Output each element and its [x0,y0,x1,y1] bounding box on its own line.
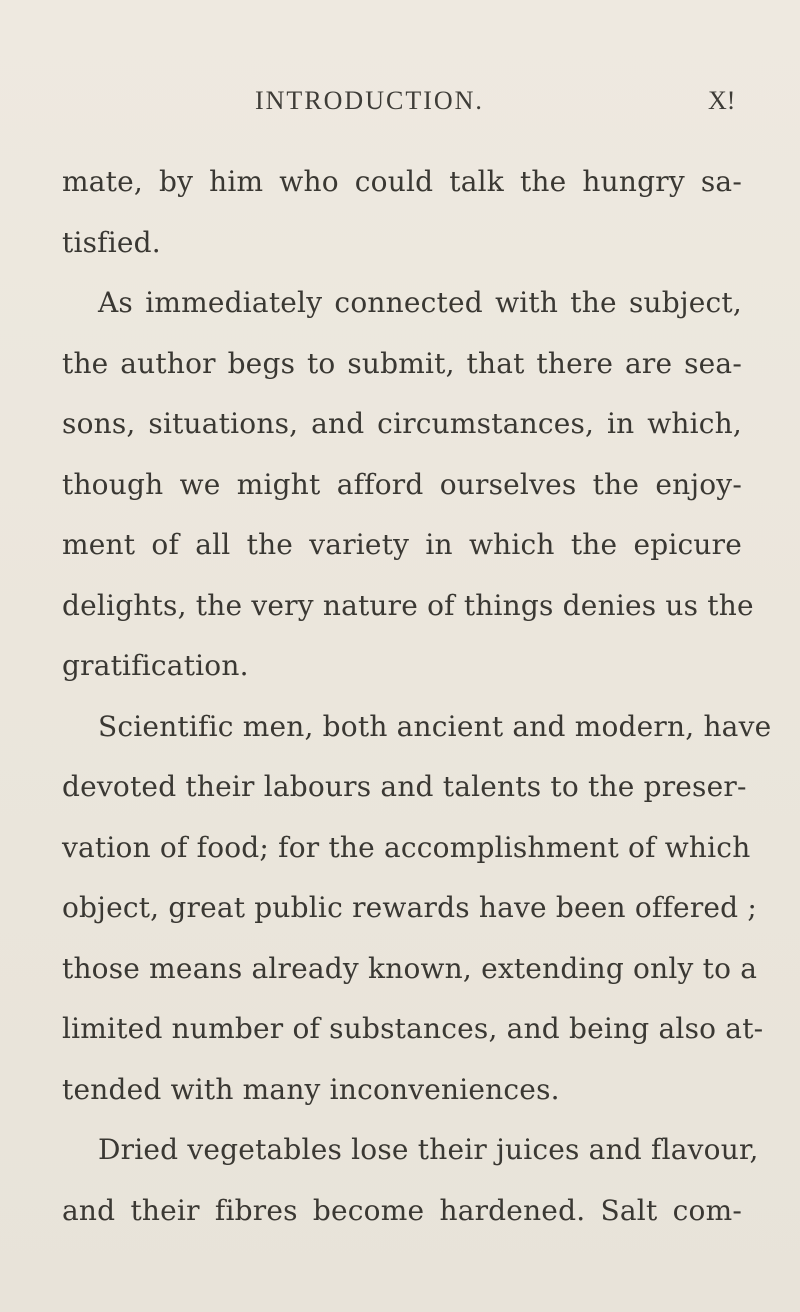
page-number: X! [708,86,736,115]
text-line: delights, the very nature of things denies us the [62,588,754,622]
text-line: those means already known, extending only to a [62,951,758,985]
text-line: object, great public rewards have been offered ; [62,891,758,924]
text-line: tisfied. [62,225,161,259]
text-line: and their fibres become hardened. Salt com- [62,1193,742,1227]
text-line: As immediately connected with the subject, [98,286,742,319]
running-head [0,86,800,126]
text-line: limited number of substances, and being also at- [62,1012,764,1045]
text-line: tended with many inconveniences. [62,1072,560,1106]
text-line: Scientific men, both ancient and modern, have [98,709,772,743]
text-line: gratification. [62,649,249,682]
text-line: the author begs to submit, that there are sea- [62,346,742,380]
text-line: Dried vegetables lose their juices and flavour, [98,1133,759,1166]
text-line: mate, by him who could talk the hungry sa- [62,165,742,198]
running-title: INTRODUCTION. [255,86,484,115]
text-line: ment of all the variety in which the epicure [62,528,742,561]
text-line: though we might afford ourselves the enjoy- [62,467,742,501]
text-body [62,152,772,1241]
text-line: sons, situations, and circumstances, in which, [62,407,742,440]
text-line: vation of food; for the accomplishment of which [62,830,751,864]
text-line: devoted their labours and talents to the preser- [62,770,747,803]
